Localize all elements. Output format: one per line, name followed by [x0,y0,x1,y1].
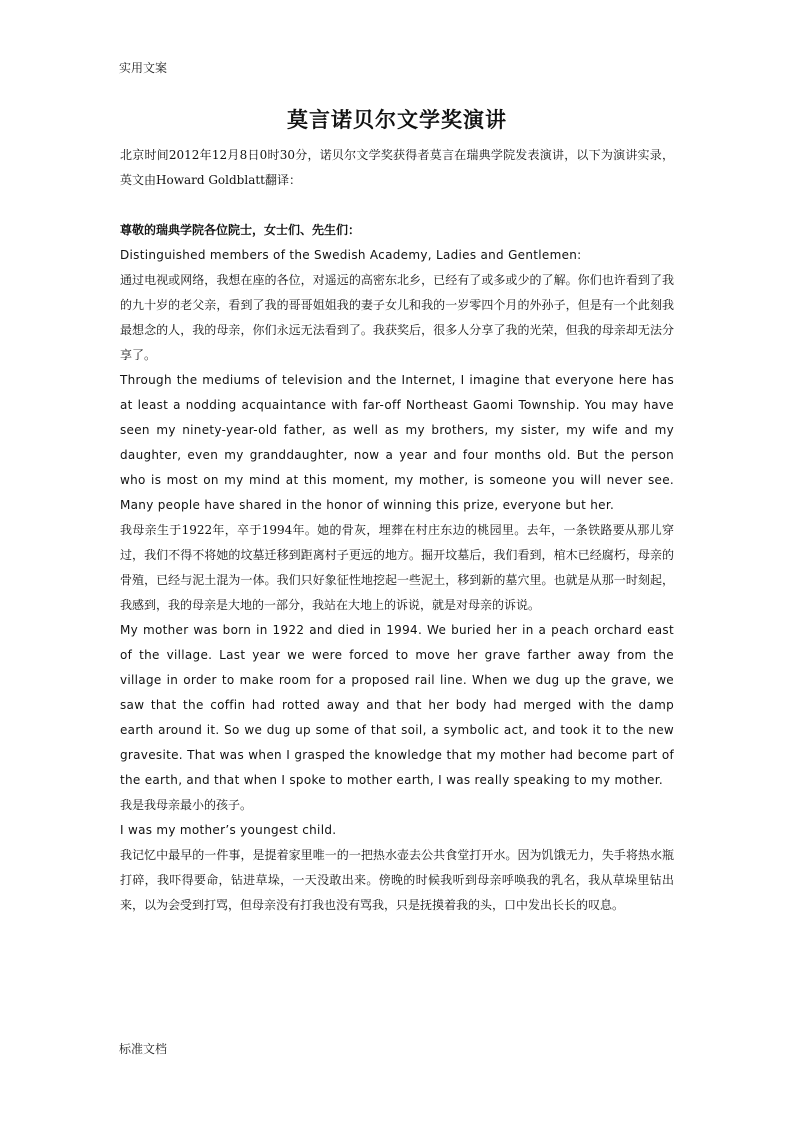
paragraph-1-zh: 通过电视或网络，我想在座的各位，对遥远的高密东北乡，已经有了或多或少的了解。你们也许看到了我的九十岁的老父亲，看到了我的哥哥姐姐我的妻子女儿和我的一岁零四个月的外孙子，但是有一个此刻我最想念的人，我的母亲，你们永远无法看到了。我获奖后，很多人分享了我的光荣，但我的母亲却无法分享了。 [120,273,674,362]
intro-paragraph: 北京时间2012年12月8日0时30分，诺贝尔文学奖获得者莫言在瑞典学院发表演讲，以下为演讲实录，英文由Howard Goldblatt翻译： [120,148,674,187]
paragraph-4-zh: 我记忆中最早的一件事，是提着家里唯一的一把热水壶去公共食堂打开水。因为饥饿无力，失手将热水瓶打碎，我吓得要命，钻进草垛，一天没敢出来。傍晚的时候我听到母亲呼唤我的乳名，我从草垛里钻出来，以为会受到打骂，但母亲没有打我也没有骂我，只是抚摸着我的头，口中发出长长的叹息。 [120,848,674,912]
greeting-zh: 尊敬的瑞典学院各位院士，女士们、先生们： [120,223,361,237]
paragraph-3-zh: 我是我母亲最小的孩子。 [120,798,253,812]
paragraph-1-en: Through the mediums of television and the Internet, I imagine that everyone here has at least a nodding acquaintance with far-off Northeast Gaomi Township. You may have seen my ninety-year-old father, as well as my brothers, my sister, my wife and my daughter, even my granddaughter, now a year and four months old. But the person who is most on my mind at this moment, my mother, is someone you will never see. Many people have shared in the honor of winning this prize, everyone but her. [120,373,674,512]
page-header: 实用文案 [119,61,168,75]
paragraph-2-zh: 我母亲生于1922年，卒于1994年。她的骨灰，埋葬在村庄东边的桃园里。去年，一条铁路要从那儿穿过，我们不得不将她的坟墓迁移到距离村子更远的地方。掘开坟墓后，我们看到，棺木已经腐朽，母亲的骨殖，已经与泥土混为一体。我们只好象征性地挖起一些泥土，移到新的墓穴里。也就是从那一时刻起，我感到，我的母亲是大地的一部分，我站在大地上的诉说，就是对母亲的诉说。 [120,523,674,612]
greeting-en: Distinguished members of the Swedish Academy, Ladies and Gentlemen: [120,248,582,262]
document-title: 莫言诺贝尔文学奖演讲 [287,107,507,132]
paragraph-3-en: I was my mother’s youngest child. [120,823,337,837]
paragraph-spacer [120,193,674,218]
page-footer: 标准文档 [119,1042,168,1056]
document-body [120,143,674,918]
paragraph-2-en: My mother was born in 1922 and died in 1994. We buried her in a peach orchard east of the village. Last year we were forced to move her grave farther away from the village in order to make room for a proposed rail line. When we dug up the grave, we saw that the coffin had rotted away and that her body had merged with the damp earth around it. So we dug up some of that soil, a symbolic act, and took it to the new gravesite. That was when I grasped the knowledge that my mother had become part of the earth, and that when I spoke to mother earth, I was really speaking to my mother. [120,623,674,787]
